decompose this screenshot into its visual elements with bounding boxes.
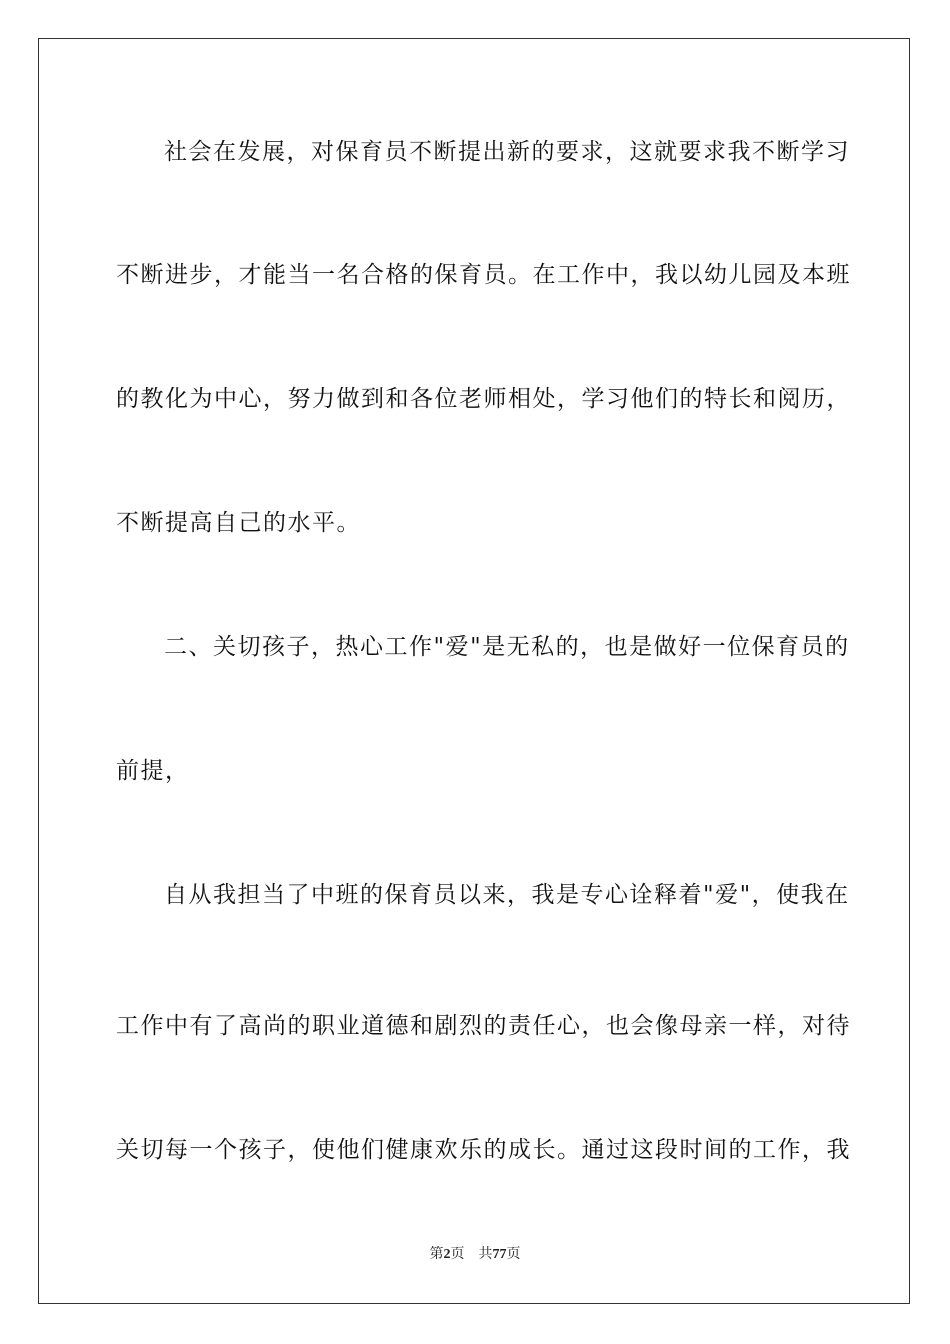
total-prefix: 共 xyxy=(478,1246,493,1262)
text-line: 的教化为中心，努力做到和各位老师相处，学习他们的特长和阅历， xyxy=(116,386,851,412)
page-number: 2 xyxy=(443,1247,451,1262)
page-suffix: 页 xyxy=(450,1246,465,1262)
text-line: 二、关切孩子，热心工作"爱"是无私的，也是做好一位保育员的 xyxy=(164,634,850,660)
text-line: 不断提高自己的水平。 xyxy=(116,510,361,536)
page-footer xyxy=(0,1245,950,1264)
text-line: 关切每一个孩子，使他们健康欢乐的成长。通过这段时间的工作，我 xyxy=(116,1137,851,1163)
total-pages: 77 xyxy=(492,1247,507,1262)
text-line: 前提， xyxy=(116,758,190,784)
total-suffix: 页 xyxy=(506,1246,521,1262)
text-line: 自从我担当了中班的保育员以来，我是专心诠释着"爱"，使我在 xyxy=(164,882,850,908)
text-line: 工作中有了高尚的职业道德和剧烈的责任心，也会像母亲一样，对待 xyxy=(116,1013,851,1039)
text-line: 不断进步，才能当一名合格的保育员。在工作中，我以幼儿园及本班 xyxy=(116,262,851,288)
page-prefix: 第 xyxy=(429,1246,444,1262)
page-border xyxy=(38,38,910,1304)
text-line: 社会在发展，对保育员不断提出新的要求，这就要求我不断学习 xyxy=(164,139,850,165)
